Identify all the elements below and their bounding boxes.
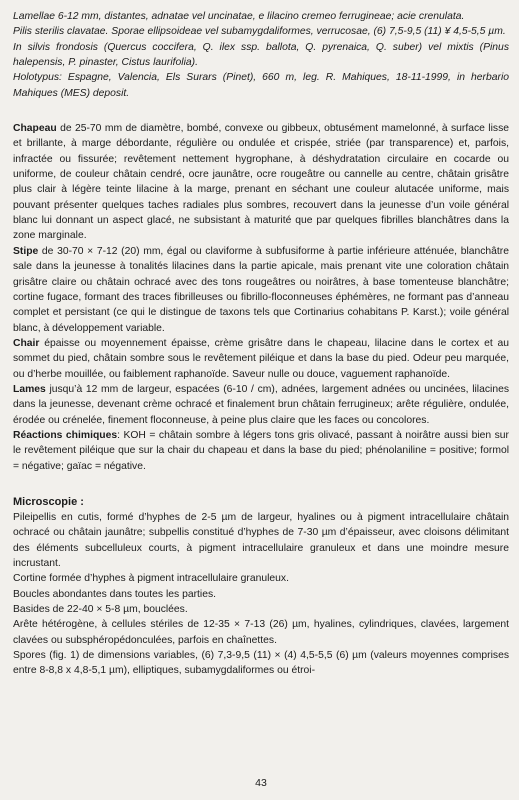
- section-heading: Microscopie :: [13, 495, 84, 508]
- term-text: : KOH = châtain sombre à légers tons gris olivacé, passant à noirâtre aussi bien sur le revêtement piléique que sur la chair du chapeau et dans la base du pied; phénolaniline = positive; formol = négative; gaïac = négative.: [13, 429, 510, 472]
- microscopy-paragraph: Spores (fig. 1) de dimensions variables, (6) 7,3-9,5 (11) × (4) 4,5-5,5 (6) µm (valeurs moyennes comprises entre 8-8,8 x 4,8-5,1 µm), elliptiques, subamygdaliformes ou étroi-: [13, 650, 509, 677]
- description-paragraph: [13, 382, 509, 428]
- latin-paragraph: Holotypus: Espagne, Valencia, Els Surars (Pinet), 660 m, leg. R. Mahiques, 18-11-1999, in herbario Mahiques (MES) deposit.: [13, 72, 509, 99]
- latin-paragraph: Lamellae 6-12 mm, distantes, adnatae vel uncinatae, e lilacino cremeo ferrugineae; acie crenulata.: [13, 11, 465, 22]
- term-text: jusqu’à 12 mm de largeur, espacées (6-10 / cm), adnées, largement adnées ou uncinées, lilacines dans la jeunesse, devenant crème ochracé et finalement brun châtain ferrugineux; arête régulière, ondulée, érodée ou crénelée, finement floconneuse, à peine plus claire que les faces ou concolores.: [13, 383, 509, 426]
- latin-paragraph: Pilis sterilis clavatae. Sporae ellipsoideae vel subamygdaliformes, verrucosae, (6) 7,5-9,5 (11) ¥ 4,5-5,5 µm.: [13, 26, 506, 38]
- term-label: Stipe: [13, 245, 39, 257]
- french-description: [13, 121, 509, 474]
- page-number: 43: [255, 777, 267, 789]
- microscopy-section: [13, 510, 509, 679]
- term-label: Chapeau: [13, 123, 57, 135]
- description-paragraph: [13, 428, 509, 474]
- term-text: de 25-70 mm de diamètre, bombé, convexe ou gibbeux, obtusément mamelonné, à surface lisse et brillante, à marge débordante, régulière ou ondulée et crispée, striée (par transparence) et, parfois, infractée ou fissurée; revêtement nettement hygrophane, à déshydratation circulaire en cocarde ou uniforme, de couleur châtain cendré, ocre jaunâtre, ocre rougeâtre ou cannelle au centre, châtain grisâtre plus clair à légère teinte lilacine à la marge, prenant en séchant une couleur alutacée uniforme, mais pouvant présenter quelques taches radiales plus sombres, recouvert dans la jeunesse d’un voile général blanc lui donnant un aspect glacé, ne subsistant à maturité que par quelques fibrilles blanchâtres dans la zone marginale.: [13, 123, 509, 242]
- microscopy-paragraph: Pileipellis en cutis, formé d’hyphes de 2-5 µm de largeur, hyalines ou à pigment intracellulaire châtain ochracé ou châtain jaunâtre; subpellis constitué d’hyphes de 7-30 µm d’épaisseur, avec cloisons délimitant des éléments subcelluleux courts, à pigment intracellulaire granuleux et dans une moindre mesure incrustant.: [13, 511, 509, 569]
- description-paragraph: [13, 121, 509, 244]
- microscopy-paragraph: Arête hétérogène, à cellules stériles de 12-35 × 7-13 (26) µm, hyalines, cylindriques, clavées, largement clavées ou subsphéropédonculées, parfois en chaînettes.: [13, 619, 509, 646]
- term-label: Lames: [13, 383, 46, 395]
- microscopy-paragraph: Boucles abondantes dans toutes les parties.: [13, 588, 216, 600]
- term-text: de 30-70 × 7-12 (20) mm, égal ou claviforme à subfusiforme à partie inférieure atténuée, blanchâtre sale dans la jeunesse à tonalités lilacines dans la partie apicale, mais prenant vite une coloration châtain grisâtre claire ou châtain ochracé avec des tons rougeâtres ou noirâtres, à base tomenteuse blanchâtre; cortine fugace, formant des traces fibrilleuses ou fibrillo-floconneuses éphémères, ne formant pas d’anneau complet et persistant (ce qui le distingue de taxons tels que Cortinarius cohabitans P. Karst.); voile général blanc, à développement variable.: [13, 245, 509, 334]
- latin-paragraph: In silvis frondosis (Quercus coccifera, Q. ilex ssp. ballota, Q. pyrenaica, Q. suber) vel mixtis (Pinus halepensis, P. pinaster, Cistus laurifolia).: [13, 41, 509, 69]
- document-page: [13, 9, 509, 793]
- term-text: épaisse ou moyennement épaisse, crème grisâtre dans le chapeau, lilacine dans le cortex et au sommet du pied, châtain sombre sous le revêtement piléique et dans la base du pied. Odeur peu marquée, ou d’herbe mouillée, ou faiblement raphanoïde. Saveur nulle ou douce, vaguement raphanoïde.: [13, 337, 509, 380]
- microscopy-paragraph: Cortine formée d’hyphes à pigment intracellulaire granuleux.: [13, 573, 289, 585]
- description-paragraph: [13, 336, 509, 382]
- description-paragraph: [13, 244, 509, 336]
- latin-diagnosis: [13, 9, 509, 101]
- term-label: Chair: [13, 337, 40, 349]
- term-label: Réactions chimiques: [13, 429, 118, 441]
- microscopy-paragraph: Basides de 22-40 × 5-8 µm, bouclées.: [13, 604, 188, 616]
